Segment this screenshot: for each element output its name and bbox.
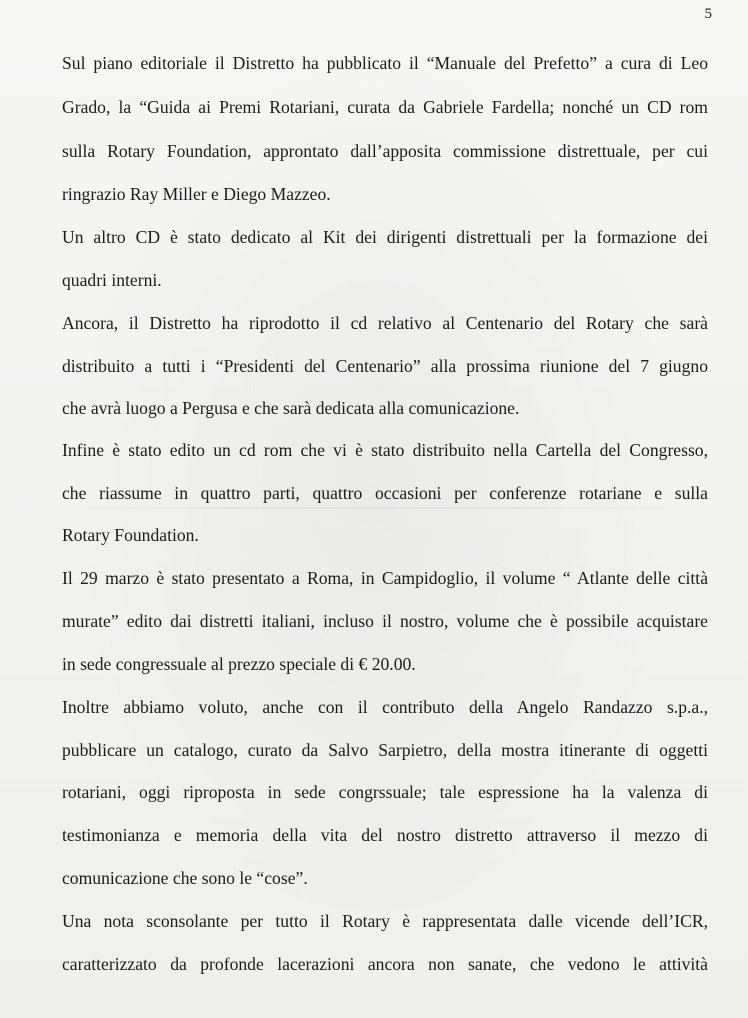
text-line: quadri interni. bbox=[62, 270, 162, 290]
text-line: Il 29 marzo è stato presentato a Roma, in Campidoglio, il volume “ Atlante delle città bbox=[62, 568, 708, 588]
text-line: sulla Rotary Foundation, approntato dall’apposita commissione distrettuale, per cui bbox=[62, 141, 708, 161]
text-line: che avrà luogo a Pergusa e che sarà dedicata alla comunicazione. bbox=[62, 398, 520, 418]
text-line: in sede congressuale al prezzo speciale di € 20.00. bbox=[62, 654, 416, 674]
text-line: Inoltre abbiamo voluto, anche con il contributo della Angelo Randazzo s.p.a., bbox=[62, 697, 708, 717]
text-line: pubblicare un catalogo, curato da Salvo Sarpietro, della mostra itinerante di oggetti bbox=[62, 740, 708, 760]
paper-fold-shadow bbox=[0, 507, 748, 509]
text-line: distribuito a tutti i “Presidenti del Centenario” alla prossima riunione del 7 giugno bbox=[62, 356, 708, 376]
text-line: Grado, la “Guida ai Premi Rotariani, curata da Gabriele Fardella; nonché un CD rom bbox=[62, 97, 708, 117]
text-line: comunicazione che sono le “cose”. bbox=[62, 868, 308, 888]
text-line: che riassume in quattro parti, quattro occasioni per conferenze rotariane e sulla bbox=[62, 483, 708, 503]
text-line: Una nota sconsolante per tutto il Rotary è rappresentata dalle vicende dell’ICR, bbox=[62, 911, 708, 931]
text-line: Infine è stato edito un cd rom che vi è stato distribuito nella Cartella del Congresso, bbox=[62, 440, 708, 460]
text-line: testimonianza e memoria della vita del nostro distretto attraverso il mezzo di bbox=[62, 825, 708, 845]
text-line: Rotary Foundation. bbox=[62, 525, 199, 545]
text-line: Ancora, il Distretto ha riprodotto il cd relativo al Centenario del Rotary che sarà bbox=[62, 313, 708, 333]
text-line: ringrazio Ray Miller e Diego Mazzeo. bbox=[62, 184, 331, 204]
text-line: murate” edito dai distretti italiani, incluso il nostro, volume che è possibile acquistare bbox=[62, 611, 708, 631]
text-line: Sul piano editoriale il Distretto ha pubblicato il “Manuale del Prefetto” a cura di Leo bbox=[62, 53, 708, 73]
text-line: caratterizzato da profonde lacerazioni ancora non sanate, che vedono le attività bbox=[62, 954, 708, 974]
text-line: Un altro CD è stato dedicato al Kit dei dirigenti distrettuali per la formazione dei bbox=[62, 227, 708, 247]
text-line: rotariani, oggi riproposta in sede congrssuale; tale espressione ha la valenza di bbox=[62, 782, 708, 802]
page-number: 5 bbox=[704, 6, 712, 22]
